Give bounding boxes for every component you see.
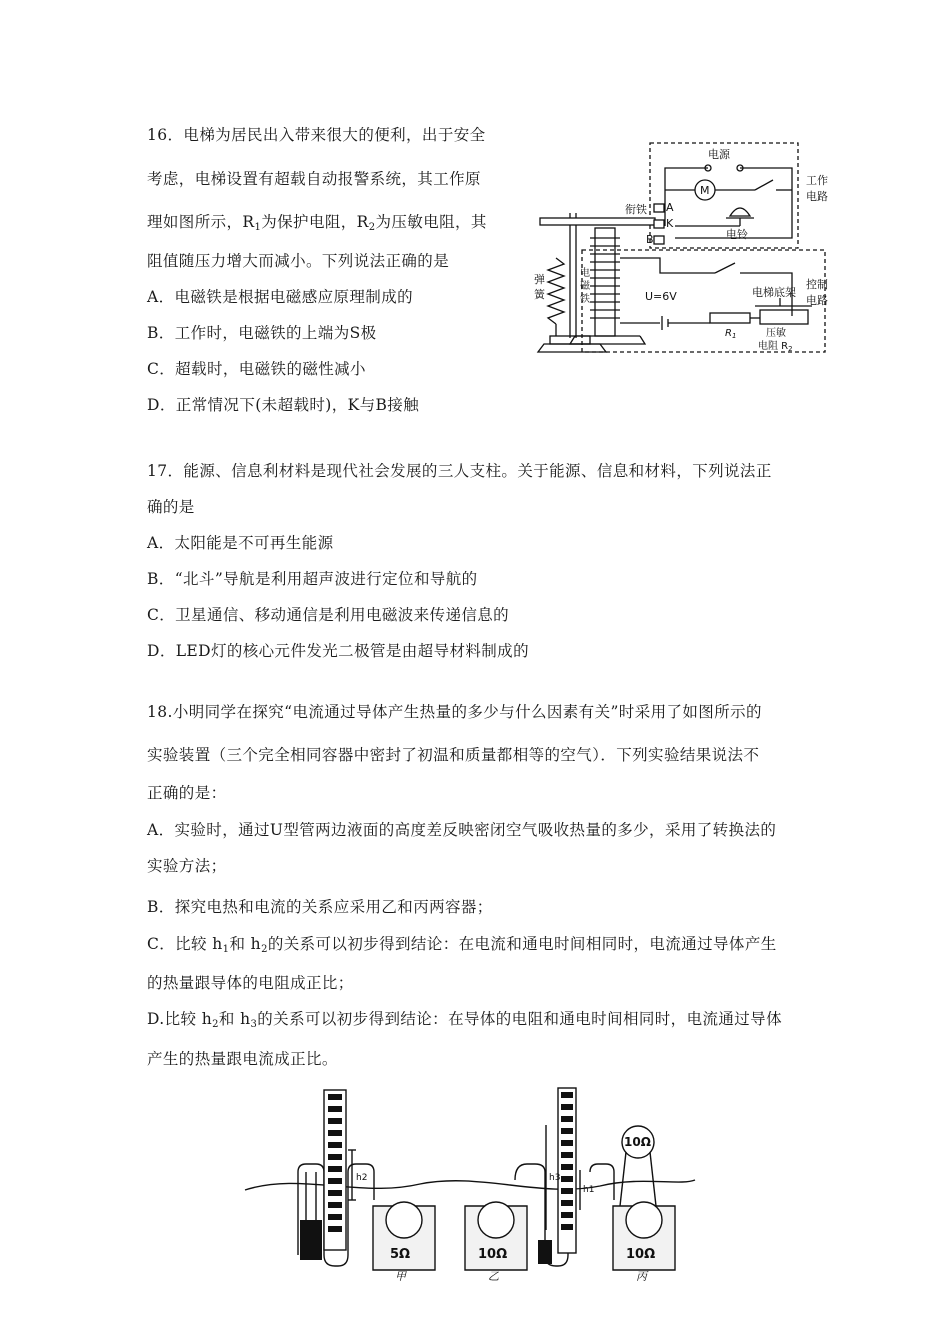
joule-heating-apparatus-diagram (240, 1080, 700, 1285)
q18-option-a-line2: 实验方法； (147, 857, 227, 875)
control-circuit-label-1: 控制 (806, 278, 828, 291)
q16-option-d: D．正常情况下(未超载时)，K与B接触 (147, 396, 420, 414)
container-yi-label: 乙 (488, 1270, 499, 1283)
h2-label: h2 (356, 1173, 368, 1183)
q17-option-a: A．太阳能是不可再生能源 (147, 534, 334, 552)
q16-option-b: B．工作时，电磁铁的上端为S极 (147, 324, 377, 342)
q17-option-d: D．LED灯的核心元件发光二极管是由超导材料制成的 (147, 642, 529, 660)
electromagnet-label-2: 磁 (580, 281, 590, 292)
bell-label: 电铃 (726, 228, 748, 241)
h3-label: h3 (549, 1173, 561, 1183)
pressure-resistor-label-1: 压敏 (766, 328, 786, 339)
control-circuit-label-2: 电路 (806, 294, 828, 307)
spring-label-1: 弹 (534, 273, 545, 286)
q16-option-c: C．超载时，电磁铁的磁性减小 (147, 360, 366, 378)
elevator-alarm-circuit-diagram (530, 138, 840, 358)
q18-option-d-line2: 产生的热量跟电流成正比。 (147, 1050, 338, 1068)
q18-option-c-line2: 的热量跟导体的电阻成正比； (147, 974, 354, 992)
q16-option-a: A．电磁铁是根据电磁感应原理制成的 (147, 288, 413, 306)
motor-label: M (700, 184, 710, 197)
q16-stem-line4: 阻值随压力增大而减小。下列说法正确的是 (147, 252, 450, 270)
contact-a-label: A (666, 201, 674, 214)
q16-stem-line2: 考虑，电梯设置有超载自动报警系统，其工作原 (147, 170, 481, 188)
contact-b-label: B (646, 233, 654, 246)
resistor-bing-label: 10Ω (626, 1247, 656, 1262)
q18-option-c-line1: C．比较 $h_1$和 $h_2$的关系可以初步得到结论：在电流和通电时间相同时，电流通过导体产生 (147, 935, 777, 955)
spring-label-2: 簧 (534, 288, 545, 301)
q17-option-c: C．卫星通信、移动通信是利用电磁波来传递信息的 (147, 606, 510, 624)
work-circuit-label-2: 电路 (806, 190, 828, 203)
q18-stem-line1: 18.小明同学在探究“电流通过导体产生热量的多少与什么因素有关”时采用了如图所示的 (147, 703, 762, 721)
q16-stem-line1: 16．电梯为居民出入带来很大的便利，出于安全 (147, 126, 486, 144)
q18-option-d-line1: D.比较 $h_2$和 $h_3$的关系可以初步得到结论：在导体的电阻和通电时间相同时，电流通过导体 (147, 1010, 782, 1030)
contact-k-label: K (666, 217, 674, 230)
q18-stem-line2: 实验装置（三个完全相同容器中密封了初温和质量都相等的空气）．下列实验结果说法不 (147, 746, 760, 764)
power-label: 电源 (708, 148, 730, 161)
electromagnet-label-1: 电 (580, 268, 590, 279)
resistor-yi-label: 10Ω (478, 1247, 508, 1262)
q18-option-a-line1: A．实验时，通过U型管两边液面的高度差反映密闭空气吸收热量的多少，采用了转换法的 (147, 821, 777, 839)
work-circuit-label-1: 工作 (806, 174, 828, 187)
elevator-base-label: 电梯底架 (752, 286, 796, 299)
q17-option-b: B．“北斗”导航是利用超声波进行定位和导航的 (147, 570, 478, 588)
electromagnet-label-3: 铁 (580, 294, 590, 305)
q18-option-b: B．探究电热和电流的关系应采用乙和丙两容器； (147, 898, 493, 916)
r1-label: $R_1$ (725, 328, 737, 340)
q17-stem-line2: 确的是 (147, 498, 195, 516)
container-jia-label: 甲 (395, 1270, 406, 1283)
resistor-extra-label: 10Ω (624, 1135, 651, 1149)
pressure-resistor-label-2: 电阻 $R_2$ (758, 341, 793, 353)
q17-stem-line1: 17．能源、信息利材料是现代社会发展的三人支柱。关于能源、信息和材料，下列说法正 (147, 462, 772, 480)
armature-label: 衔铁 (625, 203, 647, 216)
resistor-jia-label: 5Ω (390, 1247, 411, 1262)
q16-stem-line3: 理如图所示，$R_1$为保护电阻，$R_2$为压敏电阻，其 (147, 213, 487, 233)
container-bing-label: 丙 (636, 1270, 647, 1283)
voltage-label: U=6V (645, 290, 677, 303)
q18-stem-line3: 正确的是： (147, 784, 227, 802)
h1-label: h1 (583, 1185, 595, 1195)
